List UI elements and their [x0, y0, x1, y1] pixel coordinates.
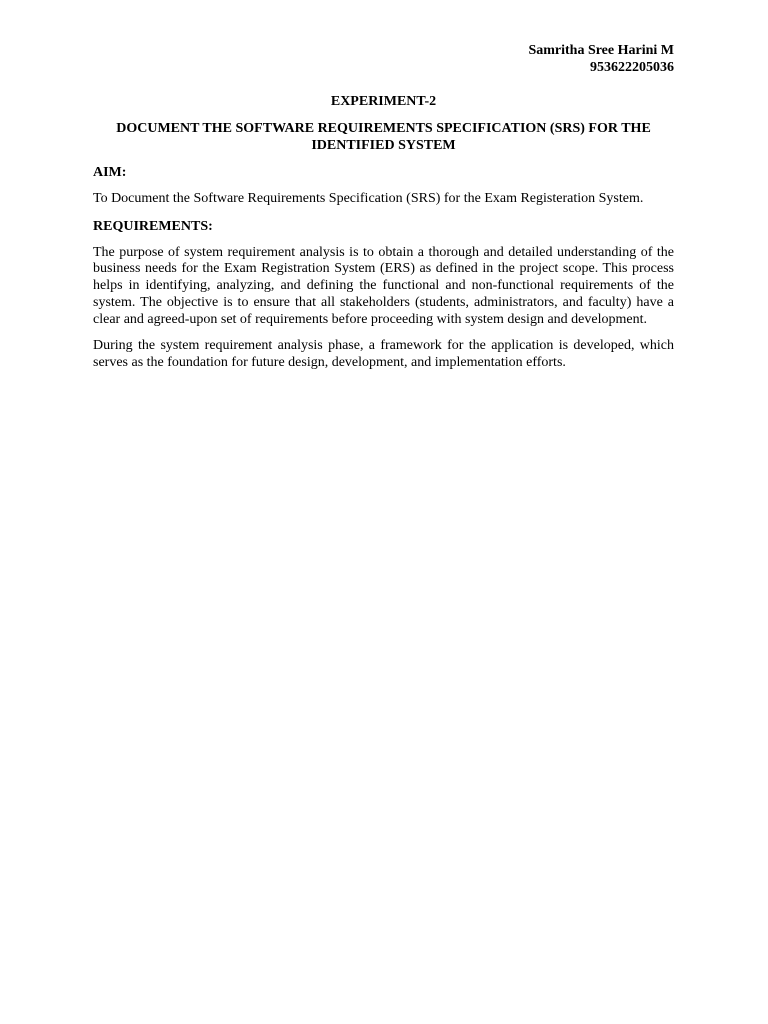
requirements-paragraph-1: The purpose of system requirement analysis is to obtain a thorough and detailed understanding of the business needs for the Exam Registration System (ERS) as defined in the project scope. This process helps in identifying, analyzing, and defining the functional and non-functional requirements of the system. The objective is to ensure that all stakeholders (students, administrators, and faculty) have a clear and agreed-upon set of requirements before proceeding with system design and development.	[93, 244, 674, 327]
aim-heading: AIM:	[93, 165, 127, 180]
document-page	[93, 42, 674, 372]
experiment-title: EXPERIMENT-2	[330, 94, 437, 109]
requirements-paragraph-2: During the system requirement analysis phase, a framework for the application is developed, which serves as the foundation for future design, development, and implementation efforts.	[93, 338, 674, 370]
document-title: DOCUMENT THE SOFTWARE REQUIREMENTS SPECIFICATION (SRS) FOR THE IDENTIFIED SYSTEM	[116, 121, 651, 153]
aim-text: To Document the Software Requirements Specification (SRS) for the Exam Registeration System.	[93, 191, 644, 206]
author-name: Samritha Sree Harini M	[528, 43, 674, 58]
author-id: 953622205036	[590, 60, 674, 75]
requirements-heading: REQUIREMENTS:	[93, 218, 213, 234]
